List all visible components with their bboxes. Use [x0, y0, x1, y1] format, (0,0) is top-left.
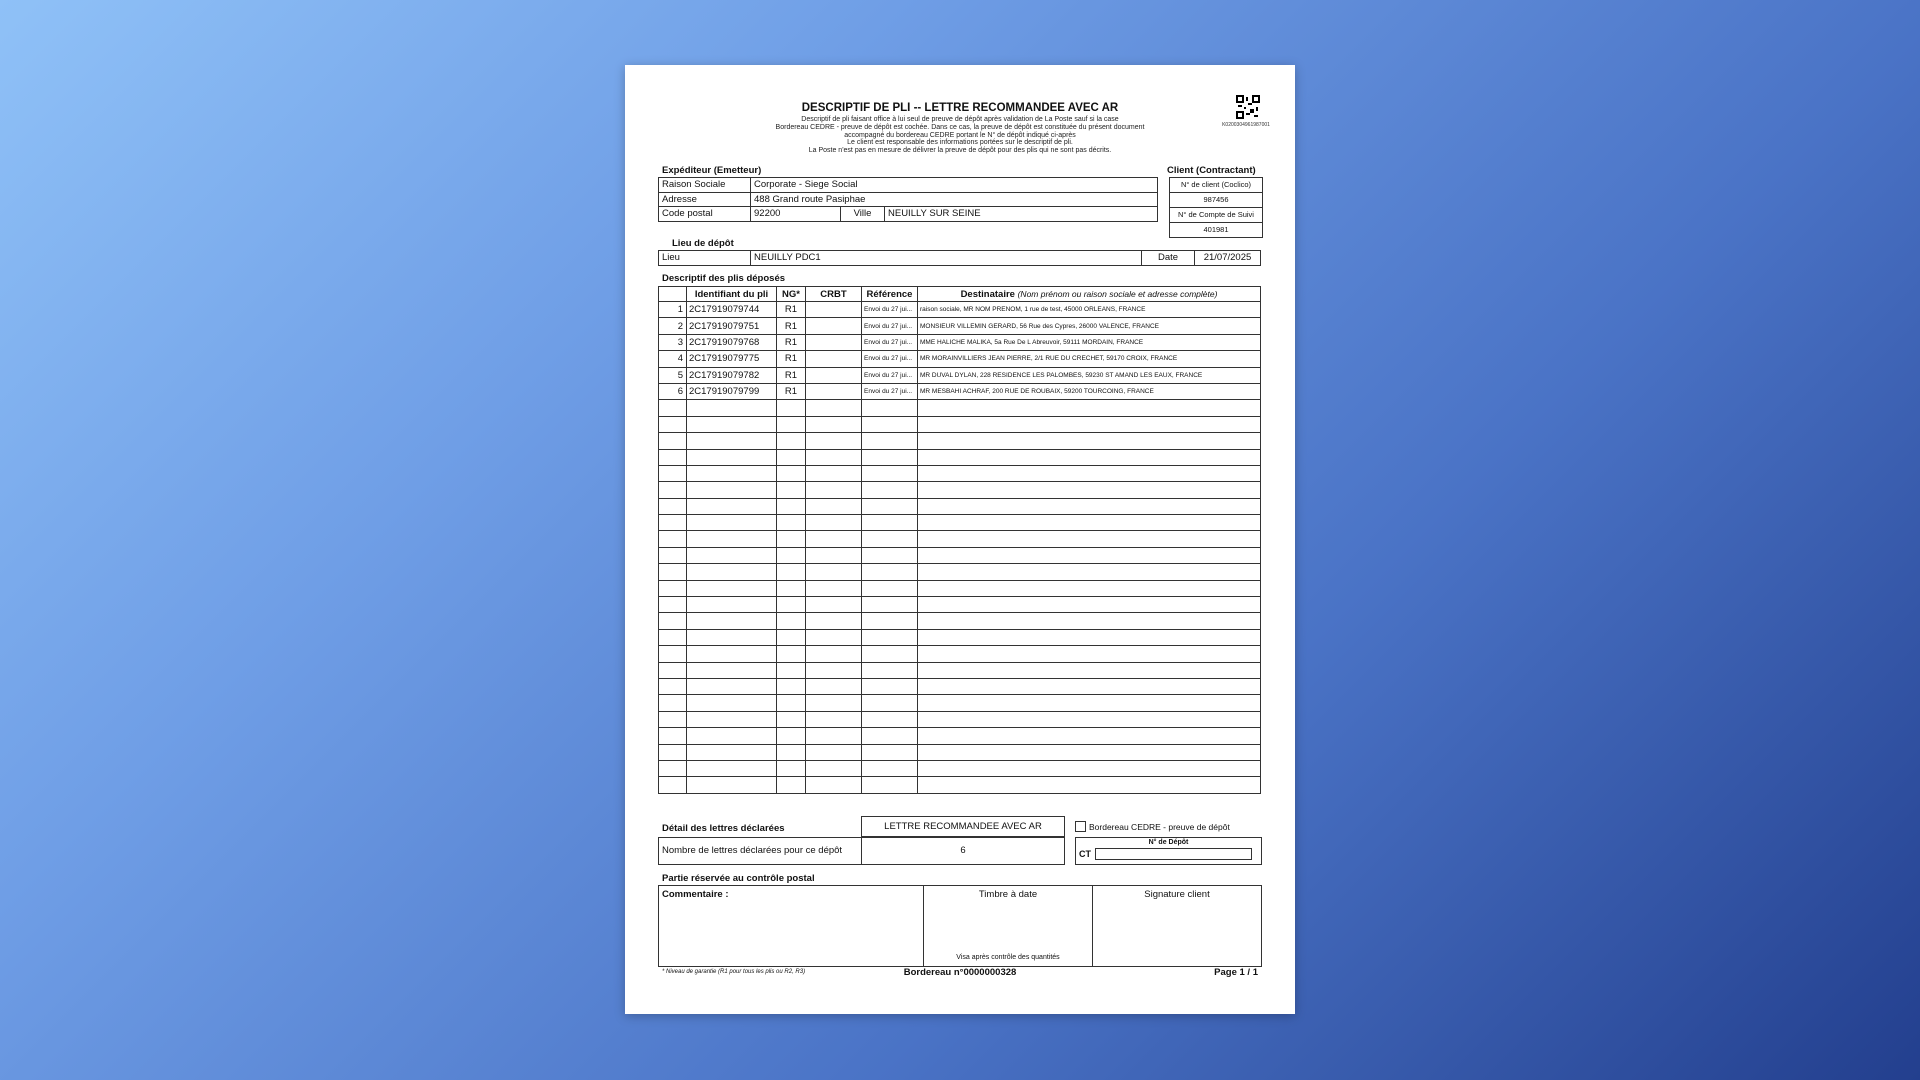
cell-dest: MR MESBAHI ACHRAF, 200 RUE DE ROUBAIX, 59200 TOURCOING, FRANCE: [918, 383, 1261, 399]
table-row: [659, 302, 1261, 318]
cell-ng: [777, 777, 806, 793]
cell-crbt: [806, 629, 862, 645]
cell-num: 1: [659, 302, 687, 318]
cell-ng: [777, 564, 806, 580]
detail-count-label: Nombre de lettres déclarées pour ce dépôt: [658, 837, 862, 865]
cell-id: 2C17919079768: [687, 334, 777, 350]
cell-num: [659, 744, 687, 760]
cell-ng: [777, 400, 806, 416]
compte-label: N° de Compte de Suivi: [1170, 208, 1262, 223]
cell-ng: [777, 629, 806, 645]
document-notice: Descriptif de pli faisant office à lui seul de preuve de dépôt après validation de La Poste sauf si la case Bordereau CEDRE - preuve de dépôt est cochée. Dans ce cas, la preuve de dépôt est constituée du présent document accompagné du bordereau CEDRE portant le N° de dépôt indiqué ci-après Le client est responsable des informations portées sur le descriptif de pli. La Poste n'est pas en mesure de délivrer la preuve de dépôt pour des plis qui ne sont pas décrits.: [775, 116, 1145, 155]
date-value: 21/07/2025: [1195, 251, 1261, 266]
cell-crbt: [806, 531, 862, 547]
cell-ref: [862, 662, 918, 678]
cell-ref: [862, 646, 918, 662]
expediteur-table: [658, 177, 1158, 222]
table-row: [659, 744, 1261, 760]
cell-ref: Envoi du 27 jui...: [862, 351, 918, 367]
cell-ng: [777, 744, 806, 760]
table-row: [659, 465, 1261, 481]
cell-crbt: [806, 678, 862, 694]
cell-num: 2: [659, 318, 687, 334]
cell-ng: R1: [777, 334, 806, 350]
cell-dest: MR MORAINVILLIERS JEAN PIERRE, 2/1 RUE DU CRECHET, 59170 CROIX, FRANCE: [918, 351, 1261, 367]
cell-dest: [918, 580, 1261, 596]
cell-crbt: [806, 547, 862, 563]
cell-ng: [777, 580, 806, 596]
table-row: [659, 613, 1261, 629]
table-row: [659, 416, 1261, 432]
cell-ng: [777, 646, 806, 662]
table-row: [659, 178, 1158, 193]
table-row: [659, 433, 1261, 449]
ville-value: NEUILLY SUR SEINE: [885, 207, 1158, 222]
cell-ref: Envoi du 27 jui...: [862, 334, 918, 350]
cell-id: [687, 728, 777, 744]
cell-ng: [777, 695, 806, 711]
cell-ref: Envoi du 27 jui...: [862, 383, 918, 399]
table-row: [659, 498, 1261, 514]
cell-ref: Envoi du 27 jui...: [862, 367, 918, 383]
table-row: [659, 400, 1261, 416]
cell-crbt: [806, 760, 862, 776]
compte-value: 401981: [1203, 225, 1229, 234]
cell-dest: [918, 695, 1261, 711]
document-title: DESCRIPTIF DE PLI -- LETTRE RECOMMANDEE AVEC AR: [801, 102, 1119, 114]
cell-dest: [918, 728, 1261, 744]
cell-num: [659, 662, 687, 678]
cell-dest: [918, 744, 1261, 760]
plis-table: [658, 286, 1261, 794]
cell-num: [659, 433, 687, 449]
cell-num: [659, 678, 687, 694]
cell-ng: [777, 711, 806, 727]
cell-ref: [862, 613, 918, 629]
table-row: [659, 449, 1261, 465]
cell-ref: [862, 728, 918, 744]
cell-num: [659, 547, 687, 563]
plis-header-row: [659, 287, 1261, 302]
cell-crbt: [806, 777, 862, 793]
table-row: [659, 515, 1261, 531]
cell-crbt: [806, 302, 862, 318]
cell-ng: [777, 482, 806, 498]
cell-crbt: [806, 449, 862, 465]
cell-id: [687, 777, 777, 793]
cell-id: [687, 416, 777, 432]
cell-id: [687, 695, 777, 711]
cell-dest: [918, 547, 1261, 563]
cell-ng: R1: [777, 383, 806, 399]
cell-ref: [862, 465, 918, 481]
controle-box: [658, 885, 1262, 967]
cell-id: [687, 613, 777, 629]
lieu-value: NEUILLY PDC1: [751, 251, 1142, 266]
cell-ref: [862, 531, 918, 547]
cell-ref: [862, 515, 918, 531]
ct-label: CT: [1079, 849, 1091, 859]
cell-ng: [777, 449, 806, 465]
header-destinataire: Destinataire (Nom prénom ou raison sociale et adresse complète): [918, 287, 1261, 302]
cell-crbt: [806, 744, 862, 760]
cell-crbt: [806, 597, 862, 613]
cell-dest: [918, 678, 1261, 694]
table-row: [659, 318, 1261, 334]
table-row: [659, 207, 1158, 222]
cell-crbt: [806, 433, 862, 449]
table-row: [659, 482, 1261, 498]
table-row: [659, 695, 1261, 711]
document-page: [625, 65, 1295, 1014]
raison-value: Corporate - Siege Social: [751, 178, 1158, 193]
cell-crbt: [806, 580, 862, 596]
depot-input[interactable]: [1095, 848, 1252, 860]
ville-label: Ville: [841, 207, 885, 222]
cell-dest: MR DUVAL DYLAN, 228 RESIDENCE LES PALOMBES, 59230 ST AMAND LES EAUX, FRANCE: [918, 367, 1261, 383]
cell-num: [659, 760, 687, 776]
cell-ref: [862, 760, 918, 776]
cell-id: [687, 465, 777, 481]
cell-id: [687, 678, 777, 694]
header-crbt: CRBT: [806, 287, 862, 302]
cell-ng: [777, 465, 806, 481]
cell-num: [659, 416, 687, 432]
cell-ng: R1: [777, 351, 806, 367]
cell-id: [687, 629, 777, 645]
cell-num: [659, 728, 687, 744]
table-row: [659, 564, 1261, 580]
expediteur-heading: Expéditeur (Emetteur): [662, 165, 762, 176]
cell-ref: Envoi du 27 jui...: [862, 302, 918, 318]
cell-num: [659, 498, 687, 514]
cell-dest: [918, 629, 1261, 645]
cell-crbt: [806, 662, 862, 678]
cell-ref: [862, 400, 918, 416]
commentaire-label: Commentaire :: [662, 889, 729, 900]
cell-crbt: [806, 334, 862, 350]
bordereau-number: Bordereau n°0000000328: [903, 967, 1017, 978]
visa-label: Visa après contrôle des quantités: [956, 954, 1060, 961]
cell-ref: [862, 777, 918, 793]
controle-heading: Partie réservée au contrôle postal: [662, 873, 815, 884]
cell-dest: MONSIEUR VILLEMIN GERARD, 56 Rue des Cypres, 26000 VALENCE, FRANCE: [918, 318, 1261, 334]
cell-id: 2C17919079799: [687, 383, 777, 399]
cell-id: 2C17919079775: [687, 351, 777, 367]
cell-ng: [777, 760, 806, 776]
adresse-label: Adresse: [659, 192, 751, 207]
depot-box: [1075, 837, 1262, 865]
raison-label: Raison Sociale: [659, 178, 751, 193]
cell-crbt: [806, 498, 862, 514]
cp-value: 92200: [751, 207, 841, 222]
cell-crbt: [806, 646, 862, 662]
header-reference: Référence: [862, 287, 918, 302]
table-row: [659, 760, 1261, 776]
table-row: [659, 580, 1261, 596]
cell-dest: MME HALICHE MALIKA, 5a Rue De L Abreuvoir, 59111 MORDAIN, FRANCE: [918, 334, 1261, 350]
cedre-checkbox[interactable]: [1075, 821, 1086, 832]
plis-heading: Descriptif des plis déposés: [662, 273, 786, 284]
date-label: Date: [1142, 251, 1195, 266]
cell-id: 2C17919079744: [687, 302, 777, 318]
cell-dest: [918, 662, 1261, 678]
table-row: [659, 597, 1261, 613]
timbre-label: Timbre à date: [978, 889, 1038, 900]
cell-crbt: [806, 400, 862, 416]
header-identifiant: Identifiant du pli: [687, 287, 777, 302]
cell-ref: [862, 547, 918, 563]
cell-ref: [862, 433, 918, 449]
cell-num: [659, 531, 687, 547]
table-row: [659, 351, 1261, 367]
cell-ref: [862, 580, 918, 596]
cell-ng: [777, 547, 806, 563]
qr-code-text: K0200304961987001: [1222, 122, 1270, 128]
cell-crbt: [806, 383, 862, 399]
cell-dest: [918, 515, 1261, 531]
detail-type: LETTRE RECOMMANDEE AVEC AR: [861, 816, 1065, 837]
cell-id: [687, 547, 777, 563]
cell-ref: [862, 498, 918, 514]
cell-num: [659, 482, 687, 498]
cell-dest: raison sociale, MR NOM PRENOM, 1 rue de test, 45000 ORLEANS, FRANCE: [918, 302, 1261, 318]
cell-ref: [862, 629, 918, 645]
lieu-heading: Lieu de dépôt: [672, 238, 734, 249]
cell-id: [687, 564, 777, 580]
header-num: [659, 287, 687, 302]
cell-num: [659, 777, 687, 793]
cell-ref: [862, 449, 918, 465]
cell-crbt: [806, 515, 862, 531]
cell-dest: [918, 564, 1261, 580]
cell-ng: [777, 678, 806, 694]
table-row: [659, 531, 1261, 547]
cell-dest: [918, 433, 1261, 449]
cell-crbt: [806, 711, 862, 727]
cell-ref: [862, 482, 918, 498]
cell-dest: [918, 531, 1261, 547]
cell-ng: [777, 515, 806, 531]
cell-dest: [918, 400, 1261, 416]
cell-num: 6: [659, 383, 687, 399]
cell-ng: R1: [777, 302, 806, 318]
cell-crbt: [806, 367, 862, 383]
cell-id: 2C17919079782: [687, 367, 777, 383]
table-row: [659, 383, 1261, 399]
cell-ng: [777, 597, 806, 613]
detail-heading: Détail des lettres déclarées: [662, 823, 785, 834]
cell-id: [687, 711, 777, 727]
cell-num: [659, 400, 687, 416]
cell-crbt: [806, 482, 862, 498]
cell-crbt: [806, 416, 862, 432]
cell-ref: [862, 416, 918, 432]
table-row: [659, 547, 1261, 563]
table-row: [659, 678, 1261, 694]
client-box: [1169, 177, 1263, 238]
cell-id: [687, 760, 777, 776]
cell-crbt: [806, 613, 862, 629]
signature-label: Signature client: [1144, 889, 1210, 900]
cell-ng: [777, 613, 806, 629]
cell-dest: [918, 760, 1261, 776]
adresse-value: 488 Grand route Pasiphae: [751, 192, 1158, 207]
cell-ng: R1: [777, 318, 806, 334]
cell-ng: [777, 531, 806, 547]
cell-num: [659, 449, 687, 465]
cell-dest: [918, 597, 1261, 613]
table-row: [659, 711, 1261, 727]
cell-dest: [918, 646, 1261, 662]
cell-id: [687, 662, 777, 678]
cell-id: [687, 580, 777, 596]
cell-dest: [918, 613, 1261, 629]
cell-id: 2C17919079751: [687, 318, 777, 334]
cell-id: [687, 433, 777, 449]
client-heading: Client (Contractant): [1167, 165, 1256, 176]
table-row: [659, 251, 1261, 266]
cell-id: [687, 498, 777, 514]
cell-ng: [777, 433, 806, 449]
detail-count-value: 6: [861, 837, 1065, 865]
cell-crbt: [806, 351, 862, 367]
num-client-value: 987456: [1170, 193, 1262, 208]
table-row: [659, 334, 1261, 350]
cell-id: [687, 744, 777, 760]
cell-crbt: [806, 318, 862, 334]
table-row: [659, 646, 1261, 662]
cell-ng: [777, 662, 806, 678]
table-row: [659, 777, 1261, 793]
cell-dest: [918, 416, 1261, 432]
cell-dest: [918, 711, 1261, 727]
cell-ref: Envoi du 27 jui...: [862, 318, 918, 334]
table-row: [659, 662, 1261, 678]
cell-num: [659, 580, 687, 596]
lieu-table: [658, 250, 1261, 266]
cell-ng: R1: [777, 367, 806, 383]
cell-num: [659, 629, 687, 645]
cell-id: [687, 646, 777, 662]
cell-ref: [862, 744, 918, 760]
depot-label: N° de Dépôt: [1148, 839, 1189, 846]
cell-num: [659, 613, 687, 629]
cell-ng: [777, 728, 806, 744]
cell-dest: [918, 777, 1261, 793]
cp-label: Code postal: [659, 207, 751, 222]
cell-num: [659, 564, 687, 580]
cell-id: [687, 515, 777, 531]
cell-id: [687, 597, 777, 613]
cell-crbt: [806, 695, 862, 711]
cell-id: [687, 531, 777, 547]
cell-crbt: [806, 465, 862, 481]
cell-num: 5: [659, 367, 687, 383]
cell-id: [687, 482, 777, 498]
cell-num: 4: [659, 351, 687, 367]
cell-num: [659, 597, 687, 613]
table-row: [659, 728, 1261, 744]
cell-dest: [918, 498, 1261, 514]
footer-note: * Niveau de garantie (R1 pour tous les plis ou R2, R3): [662, 969, 806, 975]
cell-num: 3: [659, 334, 687, 350]
cedre-label: Bordereau CEDRE - preuve de dépôt: [1089, 822, 1230, 832]
header-ng: NG*: [777, 287, 806, 302]
table-row: [659, 629, 1261, 645]
num-client-label: N° de client (Coclico): [1170, 178, 1262, 193]
cell-crbt: [806, 728, 862, 744]
cell-num: [659, 465, 687, 481]
cell-ng: [777, 498, 806, 514]
cell-id: [687, 449, 777, 465]
qr-code-icon: [1236, 95, 1260, 119]
cell-num: [659, 711, 687, 727]
cell-id: [687, 400, 777, 416]
cell-num: [659, 515, 687, 531]
cell-crbt: [806, 564, 862, 580]
cell-dest: [918, 465, 1261, 481]
table-row: [659, 367, 1261, 383]
lieu-label: Lieu: [659, 251, 751, 266]
table-row: [659, 192, 1158, 207]
cell-ref: [862, 564, 918, 580]
cell-num: [659, 695, 687, 711]
cell-ref: [862, 678, 918, 694]
cell-ng: [777, 416, 806, 432]
cell-ref: [862, 711, 918, 727]
cell-num: [659, 646, 687, 662]
cell-ref: [862, 695, 918, 711]
cell-dest: [918, 482, 1261, 498]
cell-dest: [918, 449, 1261, 465]
page-number: Page 1 / 1: [1214, 967, 1258, 978]
cell-ref: [862, 597, 918, 613]
